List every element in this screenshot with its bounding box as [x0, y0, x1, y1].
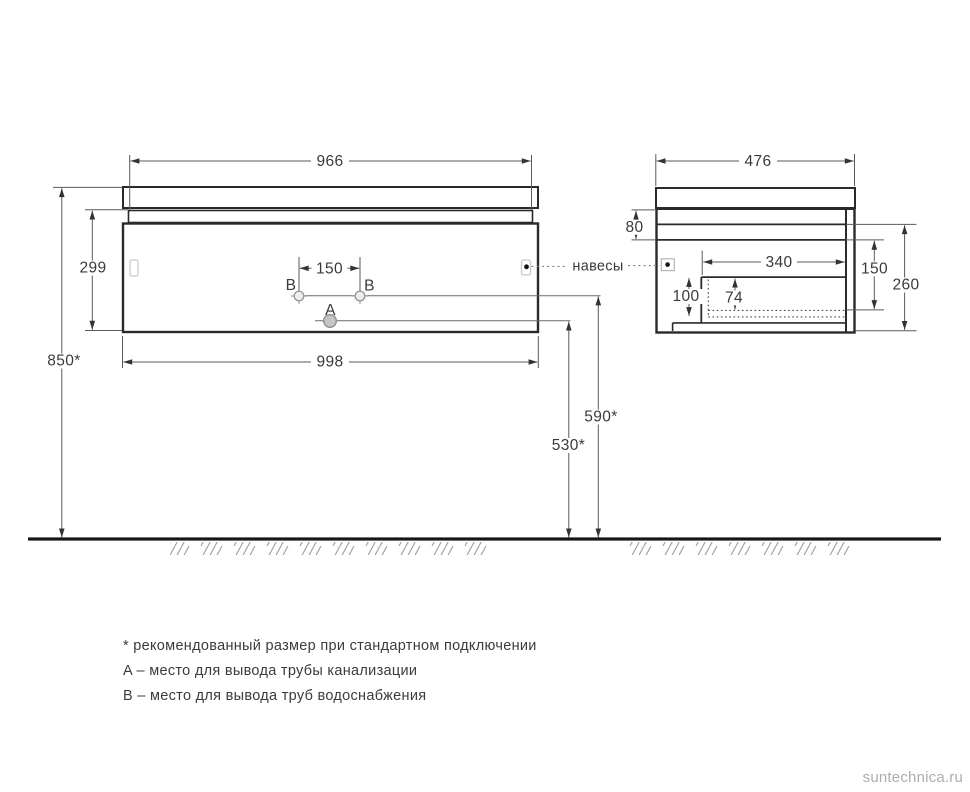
dim-label-966: 966 [316, 153, 344, 170]
hangers-callout-label: навесы [572, 258, 624, 275]
marker-b-left: B [285, 277, 297, 294]
dim-label-74: 74 [724, 289, 744, 307]
floor-hatch-left [170, 542, 487, 555]
marker-a: A [325, 302, 336, 319]
floor [28, 537, 941, 555]
dim-label-80: 80 [625, 218, 644, 236]
hanger-right-dot [524, 264, 529, 269]
side-body [657, 209, 855, 333]
hanger-side-dot [665, 262, 670, 267]
dim-label-100: 100 [672, 288, 700, 305]
dim-label-590: 590* [584, 408, 618, 426]
front-view [43, 153, 622, 537]
floor-line [28, 537, 941, 540]
dim-label-476: 476 [744, 153, 772, 170]
dim-label-998: 998 [316, 353, 344, 371]
note-asterisk: * рекомендованный размер при стандартном подключении [123, 638, 537, 654]
dim-label-150-side: 150 [860, 260, 889, 278]
floor-hatch-right [628, 542, 850, 555]
dim-label-150-front: 150 [315, 260, 344, 278]
side-view [622, 153, 925, 333]
note-water: B – место для вывода труб водоснабжения [123, 688, 427, 704]
front-carcass-band [129, 211, 533, 223]
dim-label-530: 530* [551, 437, 586, 454]
dim-label-850: 850* [47, 352, 81, 370]
note-drain: A – место для вывода трубы канализации [123, 663, 418, 679]
side-countertop [656, 188, 855, 208]
hangers-callout [532, 259, 660, 275]
hanger-left-icon [130, 260, 138, 276]
dim-label-260: 260 [892, 276, 920, 294]
dim-label-299: 299 [79, 259, 107, 277]
watermark: suntechnica.ru [862, 769, 963, 786]
side-hanger [661, 259, 674, 271]
dim-label-340: 340 [765, 254, 793, 271]
front-countertop [123, 187, 538, 208]
marker-b-right: B [364, 277, 375, 295]
